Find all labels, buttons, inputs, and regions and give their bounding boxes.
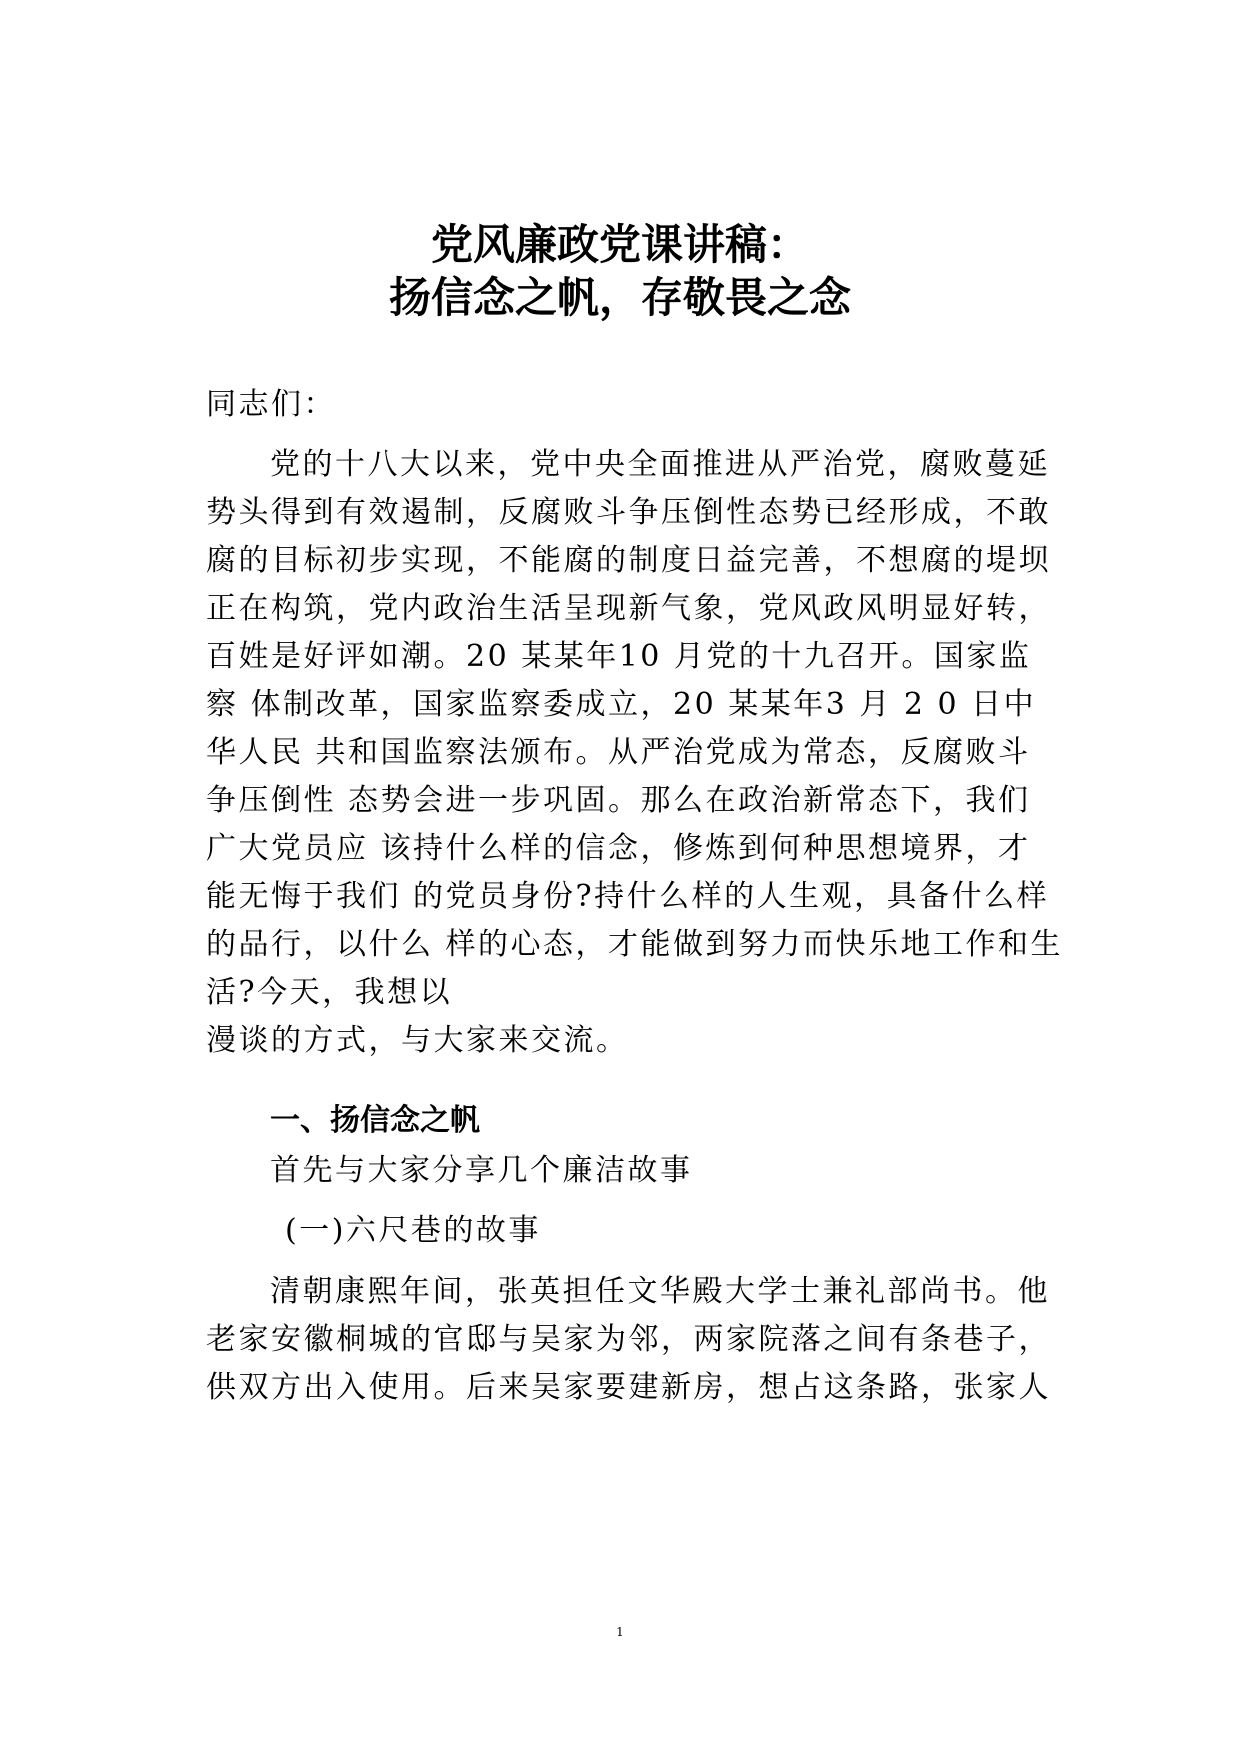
paragraph-line: 华人民 共和国监察法颁布。从严治党成为常态，反腐败斗 xyxy=(206,735,1031,770)
paragraph-line: 腐的目标初步实现，不能腐的制度日益完善，不想腐的堤坝 xyxy=(206,543,1051,578)
subsection-heading: (一)六尺巷的故事 xyxy=(285,1213,541,1248)
salutation: 同志们： xyxy=(206,387,336,422)
section-heading: 一、扬信念之帆 xyxy=(270,1103,480,1138)
paragraph-line: 清朝康熙年间，张英担任文华殿大学士兼礼部尚书。他 xyxy=(270,1274,1050,1309)
paragraph-line: 争压倒性 态势会进一步巩固。那么在政治新常态下，我们 xyxy=(206,783,1031,818)
section-intro: 首先与大家分享几个廉洁故事 xyxy=(270,1153,693,1188)
paragraph-line: 能无悔于我们 的党员身份?持什么样的人生观，具备什么样 xyxy=(206,879,1050,914)
paragraph-line: 活?今天，我想以 xyxy=(206,975,453,1010)
paragraph-line: 百姓是好评如潮。20 某某年10 月党的十九召开。国家监 xyxy=(206,639,1032,674)
paragraph-line: 广大党员应 该持什么样的信念，修炼到何种思想境界，才 xyxy=(206,831,1031,866)
paragraph-line: 察 体制改革，国家监察委成立，20 某某年3 月 2 0 日中 xyxy=(206,687,1037,722)
page-number: 1 xyxy=(616,1625,624,1639)
paragraph-line: 正在构筑，党内政治生活呈现新气象，党风政风明显好转， xyxy=(206,591,1051,626)
paragraph-line: 供双方出入使用。后来吴家要建新房，想占这条路，张家人 xyxy=(206,1370,1051,1405)
paragraph-line: 漫谈的方式，与大家来交流。 xyxy=(206,1023,629,1058)
paragraph-line: 势头得到有效遏制，反腐败斗争压倒性态势已经形成，不敢 xyxy=(206,495,1051,530)
paragraph-line: 的品行，以什么 样的心态，才能做到努力而快乐地工作和生 xyxy=(206,927,1064,962)
paragraph-line: 老家安徽桐城的官邸与吴家为邻，两家院落之间有条巷子， xyxy=(206,1322,1051,1357)
title-line-1: 党风廉政党课讲稿： xyxy=(430,220,809,269)
paragraph-line: 党的十八大以来，党中央全面推进从严治党，腐败蔓延 xyxy=(270,447,1050,482)
title-line-2: 扬信念之帆，存敬畏之念 xyxy=(388,273,851,322)
